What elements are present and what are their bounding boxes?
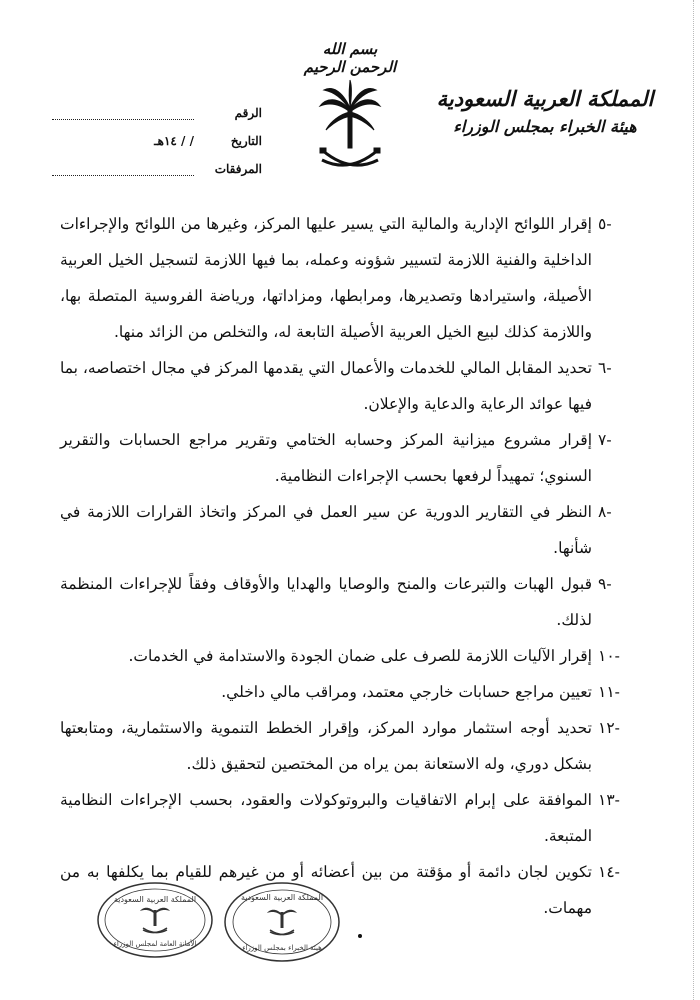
- list-item: [60, 350, 620, 422]
- item-number: -٦: [598, 359, 612, 377]
- item-text: تحديد أوجه استثمار موارد المركز، وإقرار الخطط التنموية والاستثمارية، ومتابعتها بشكل دوري، وله الاستعانة بمن يراه من المختصين لتحقيق ذلك.: [60, 719, 592, 773]
- list-item: [60, 710, 620, 782]
- experts-commission-stamp: [222, 880, 342, 965]
- item-text: الموافقة على إبرام الاتفاقيات والبروتوكولات والعقود، بحسب الإجراءات النظامية المتبعة.: [60, 791, 592, 845]
- list-item: [60, 206, 620, 350]
- org-country: المملكة العربية السعودية: [436, 86, 654, 111]
- stamp2-emblem-icon: [267, 910, 297, 935]
- attachments-field: [52, 163, 194, 176]
- item-number: -٨: [598, 503, 612, 521]
- item-number: -٧: [598, 431, 612, 449]
- page-dot: [358, 934, 362, 938]
- attachments-label: المرفقات: [214, 162, 262, 176]
- item-number: -١٢: [598, 719, 620, 737]
- item-number: -١١: [598, 683, 620, 701]
- stamp1-emblem-icon: [140, 908, 170, 933]
- reference-label: الرقم: [234, 106, 262, 120]
- date-row: [52, 120, 262, 148]
- list-item: [60, 566, 620, 638]
- general-secretariat-stamp: [95, 880, 215, 960]
- date-field: / / ١٤هـ: [154, 134, 194, 148]
- stamp1-line1: المملكة العربية السعودية: [113, 895, 197, 904]
- stamp2-line2: هيئة الخبراء بمجلس الوزراء: [242, 944, 322, 952]
- item-text: إقرار مشروع ميزانية المركز وحسابه الختامي وتقرير مراجع الحسابات والتقرير السنوي؛ تمهيداً لرفعها بحسب الإجراءات النظامية.: [60, 431, 592, 485]
- date-label: التاريخ: [230, 134, 262, 148]
- item-number: -٥: [598, 215, 612, 233]
- item-text: تكوين لجان دائمة أو مؤقتة من بين أعضائه أو من غيرهم للقيام بما يكلفها به من مهمات.: [60, 863, 592, 917]
- list-item: [60, 494, 620, 566]
- attachments-row: [52, 148, 262, 176]
- items-list: [60, 206, 620, 926]
- org-authority: هيئة الخبراء بمجلس الوزراء: [453, 117, 637, 136]
- palm-swords-emblem-icon: [318, 78, 382, 178]
- item-text: إقرار الآليات اللازمة للصرف على ضمان الجودة والاستدامة في الخدمات.: [128, 647, 592, 665]
- list-item: [60, 782, 620, 854]
- item-text: قبول الهبات والتبرعات والمنح والوصايا والهدايا والأوقاف وفقاً للإجراءات المنظمة لذلك.: [60, 575, 592, 629]
- list-item: [60, 422, 620, 494]
- reference-field: [52, 107, 194, 120]
- stamp1-line2: الأمانة العامة لمجلس الوزراء: [113, 940, 197, 948]
- item-number: -١٣: [598, 791, 620, 809]
- list-item: [60, 674, 620, 710]
- basmala: بسم الله الرحمن الرحيم: [303, 40, 397, 76]
- item-text: النظر في التقارير الدورية عن سير العمل في المركز واتخاذ القرارات اللازمة في شأنها.: [60, 503, 592, 557]
- reference-row: [52, 92, 262, 120]
- stamp2-line1: المملكة العربية السعودية: [240, 893, 324, 902]
- list-item: [60, 638, 620, 674]
- organization-header: [420, 86, 670, 136]
- item-number: -١٤: [598, 863, 620, 881]
- reference-block: [52, 92, 262, 176]
- item-text: إقرار اللوائح الإدارية والمالية التي يسير عليها المركز، وغيرها من اللوائح والإجراءات الداخلية والفنية اللازمة لتسيير شؤونه وعمله، بما فيها اللازمة لتسجيل الخيل العربية الأصيلة، واستيرادها وتصديرها، ومرابطها، ومزاداتها، ورياضة الفروسية المتصلة بها، واللازمة كذلك لبيع الخيل العربية الأصيلة التابعة له، والتخلص من الزائد منها.: [60, 215, 592, 341]
- item-number: -٩: [598, 575, 612, 593]
- margin-guide: [693, 0, 694, 1000]
- item-text: تحديد المقابل المالي للخدمات والأعمال التي يقدمها المركز في مجال اختصاصه، بما فيها عوائد الرعاية والدعاية والإعلان.: [60, 359, 592, 413]
- item-number: -١٠: [598, 647, 620, 665]
- item-text: تعيين مراجع حسابات خارجي معتمد، ومراقب مالي داخلي.: [221, 683, 592, 701]
